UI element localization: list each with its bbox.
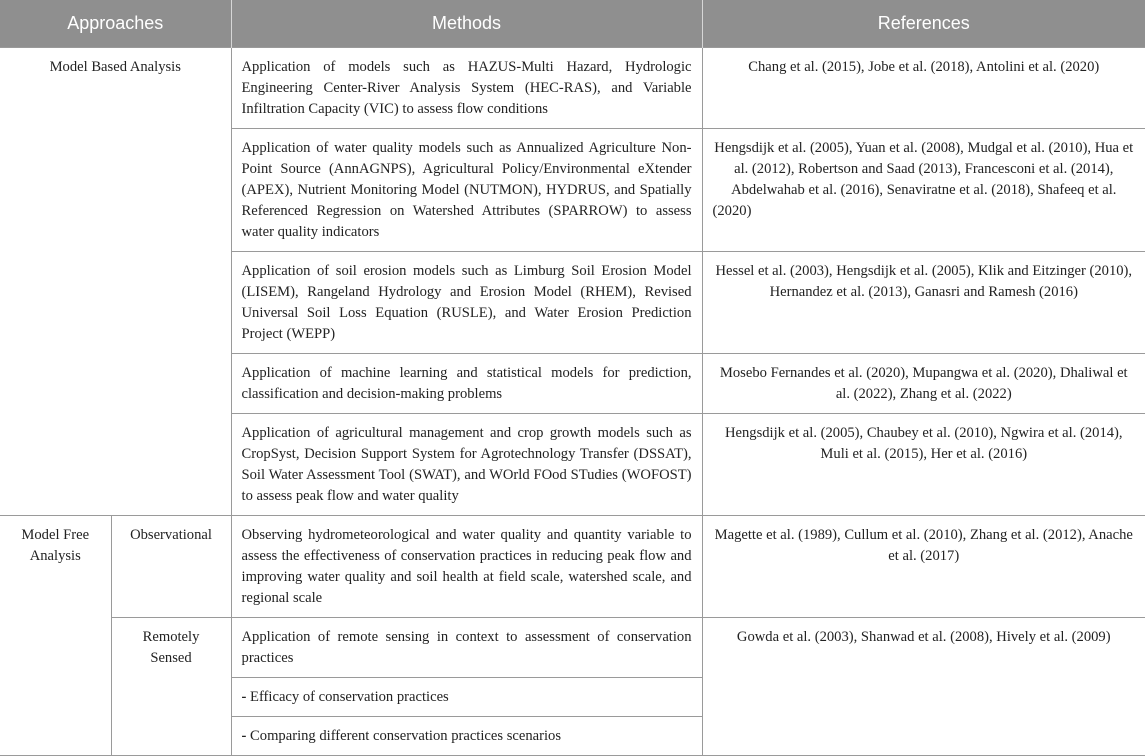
references-cell: Magette et al. (1989), Cullum et al. (2010), Zhang et al. (2012), Anache et al. (2017): [702, 516, 1145, 618]
method-cell: Application of models such as HAZUS-Multi Hazard, Hydrologic Engineering Center-River Analysis System (HEC-RAS), and Variable Infiltration Capacity (VIC) to assess flow conditions: [231, 48, 702, 129]
header-approaches: Approaches: [0, 0, 231, 48]
method-sub-item: [231, 678, 702, 717]
header-references: References: [702, 0, 1145, 48]
references-cell: Gowda et al. (2003), Shanwad et al. (2008), Hively et al. (2009): [702, 618, 1145, 756]
header-methods: Methods: [231, 0, 702, 48]
method-cell: Application of agricultural management and crop growth models such as CropSyst, Decision Support System for Agrotechnology Transfer (DSSAT), Soil Water Assessment Tool (SWAT), and WOrld FOod STudies (WOFOST) to assess peak flow and water quality: [231, 414, 702, 516]
method-cell: Observing hydrometeorological and water quality and quantity variable to assess the effectiveness of conservation practices in reducing peak flow and improving water quality and soil health at field scale, watershed scale, and regional scale: [231, 516, 702, 618]
references-cell: Hengsdijk et al. (2005), Yuan et al. (2008), Mudgal et al. (2010), Hua et al. (2012), Robertson and Saad (2013), Francesconi et al. (2014), Abdelwahab et al. (2016), Senaviratne et al. (2018), Shafeeq et al. (2020): [702, 129, 1145, 252]
sub-item-text: Comparing different conservation practices scenarios: [250, 728, 561, 744]
header-row: [0, 0, 1145, 48]
sub-item-text: Efficacy of conservation practices: [250, 689, 449, 705]
table-row: [0, 618, 1145, 678]
approach-model-based: Model Based Analysis: [0, 48, 231, 516]
table-row: [0, 48, 1145, 129]
method-cell: Application of soil erosion models such as Limburg Soil Erosion Model (LISEM), Rangeland Hydrology and Erosion Model (RHEM), Revised Universal Soil Loss Equation (RUSLE), and Water Erosion Prediction Project (WEPP): [231, 252, 702, 354]
method-cell: Application of remote sensing in context to assessment of conservation practices: [231, 618, 702, 678]
method-sub-item: [231, 717, 702, 756]
table-row: [0, 516, 1145, 618]
method-cell: Application of machine learning and statistical models for prediction, classification and decision-making problems: [231, 354, 702, 414]
method-cell: Application of water quality models such as Annualized Agriculture Non-Point Source (AnnAGNPS), Agricultural Policy/Environmental eXtender (APEX), Nutrient Monitoring Model (NUTMON), HYDRUS, and Spatially Referenced Regression on Watershed Attributes (SPARROW) to assess water quality indicators: [231, 129, 702, 252]
references-cell: Hengsdijk et al. (2005), Chaubey et al. (2010), Ngwira et al. (2014), Muli et al. (2015), Her et al. (2016): [702, 414, 1145, 516]
references-cell: Chang et al. (2015), Jobe et al. (2018), Antolini et al. (2020): [702, 48, 1145, 129]
dash-marker: -: [241, 728, 247, 744]
references-cell: Mosebo Fernandes et al. (2020), Mupangwa et al. (2020), Dhaliwal et al. (2022), Zhang et al. (2022): [702, 354, 1145, 414]
sub-approach-remotely-sensed: Remotely Sensed: [111, 618, 231, 756]
approach-model-free: Model Free Analysis: [0, 516, 111, 756]
dash-marker: -: [241, 689, 247, 705]
sub-approach-observational: Observational: [111, 516, 231, 618]
references-cell: Hessel et al. (2003), Hengsdijk et al. (2005), Klik and Eitzinger (2010), Hernandez et al. (2013), Ganasri and Ramesh (2016): [702, 252, 1145, 354]
